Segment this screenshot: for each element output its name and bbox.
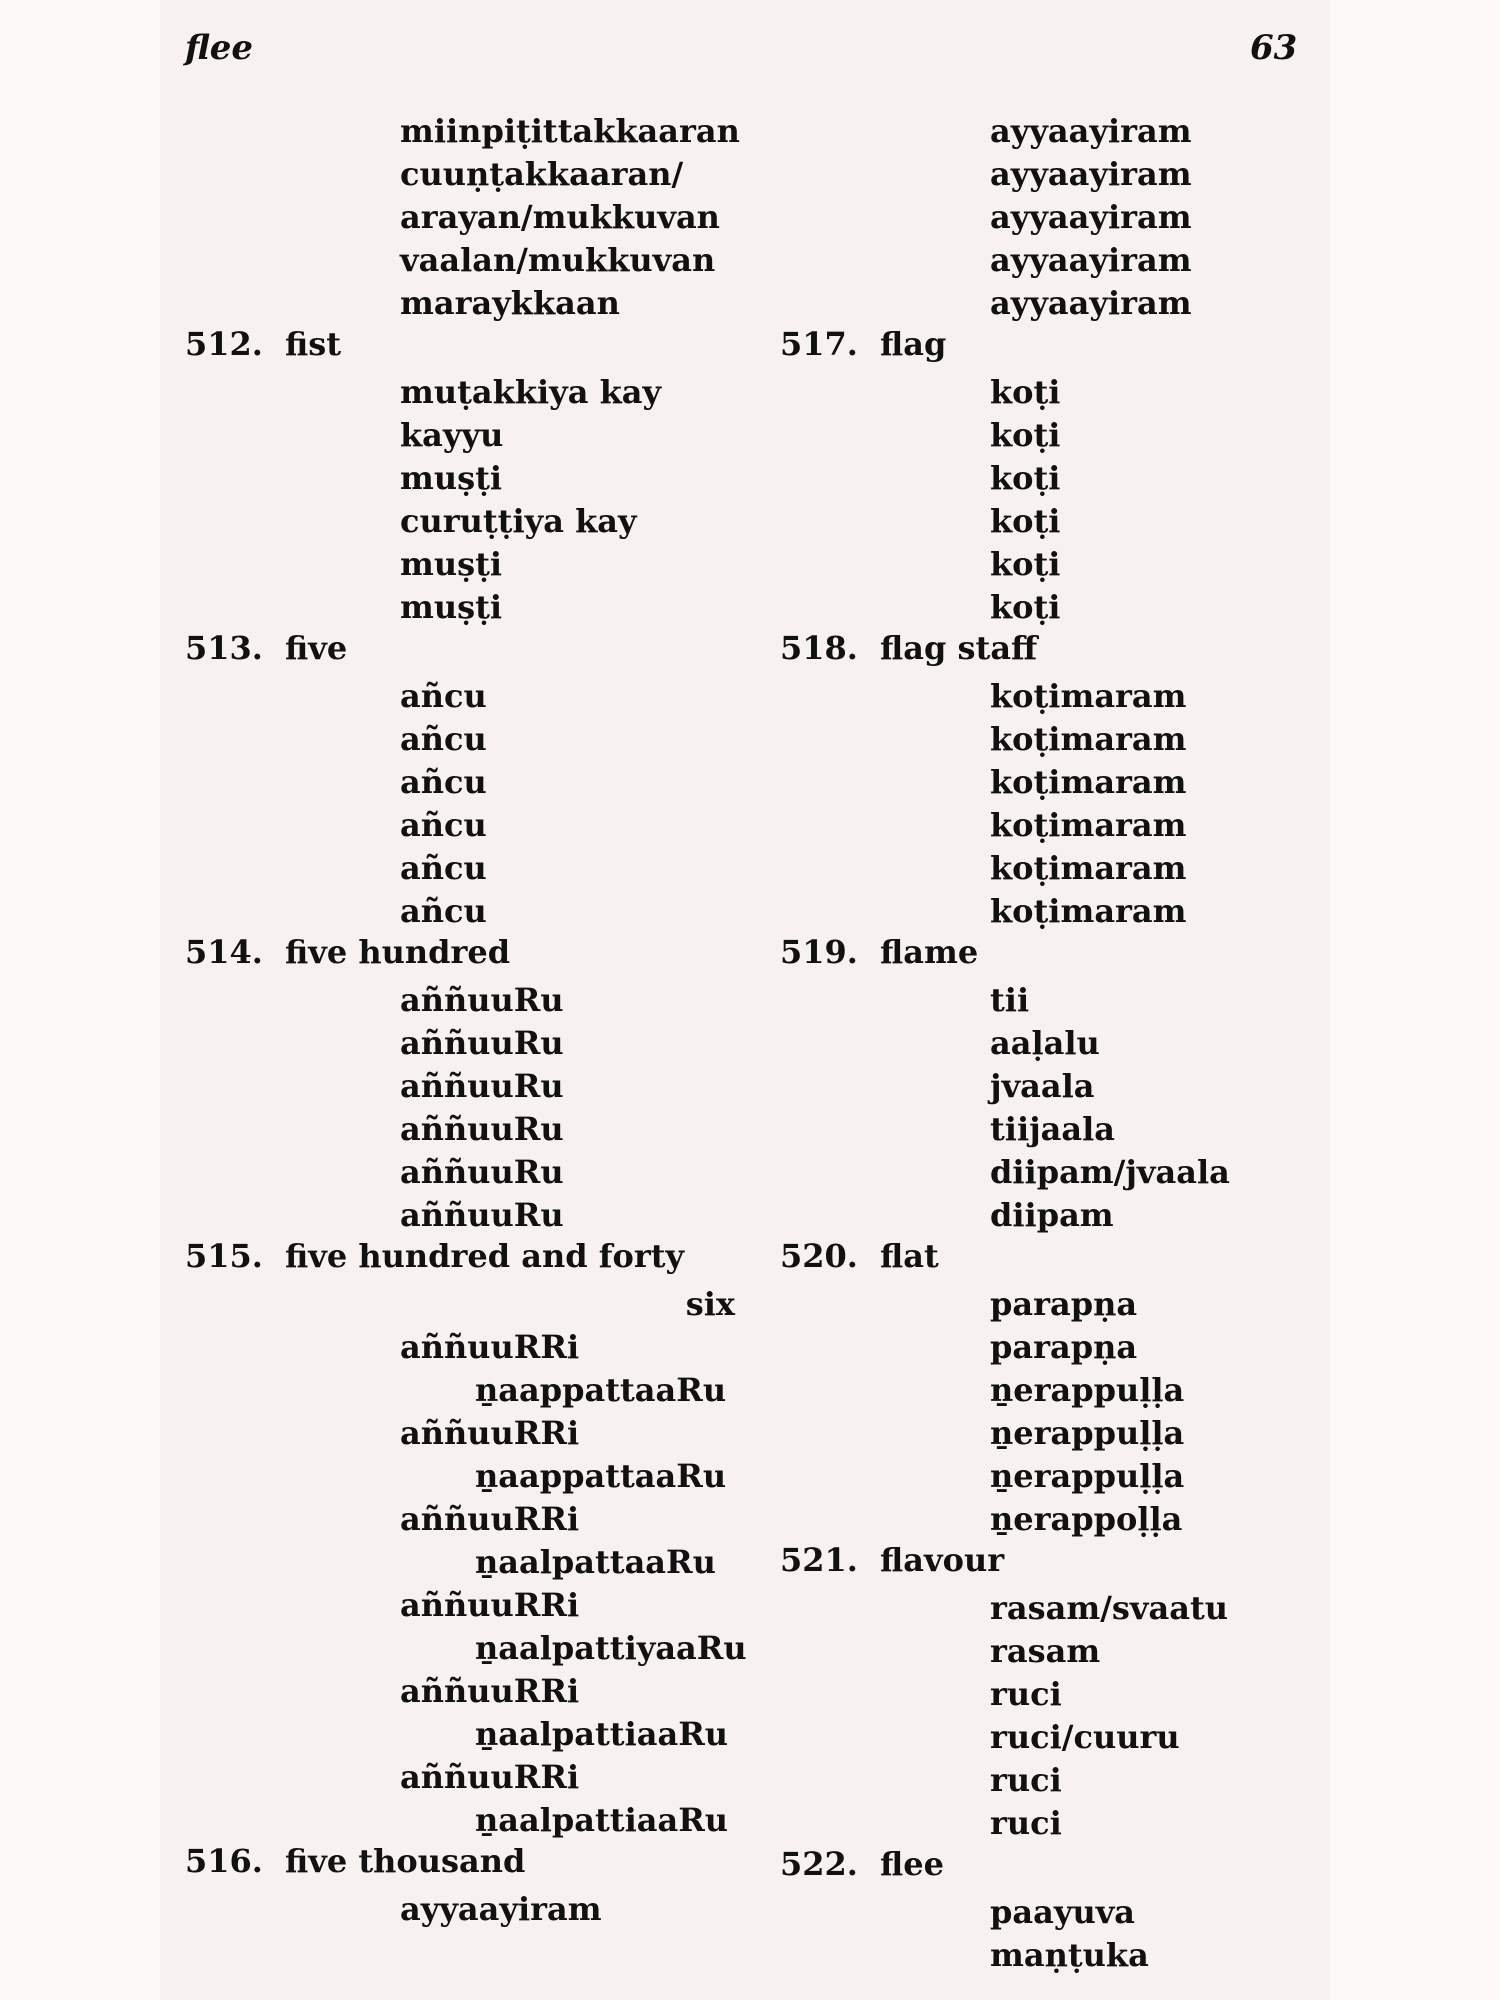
- headword: five hundred and forty: [285, 1237, 685, 1275]
- translation-form: arayan/mukkuvan: [400, 198, 720, 236]
- running-head: flee: [185, 28, 253, 68]
- translation-form: aññuuRu: [400, 981, 564, 1019]
- dictionary-entry: [780, 1237, 1340, 1541]
- translation-form: ṉaalpattiaaRu: [475, 1801, 729, 1839]
- entry-number: 513.: [185, 629, 263, 667]
- translation-list: [780, 675, 1340, 933]
- dictionary-entry: [185, 1842, 745, 1931]
- dictionary-entry: [780, 1541, 1340, 1845]
- dictionary-entry: [185, 629, 745, 933]
- translation-form: curuṭṭiya kay: [400, 502, 637, 540]
- translation-form: ṉerappuḷḷa: [990, 1371, 1185, 1409]
- translation-list: [780, 371, 1340, 629]
- translation-form: rasam/svaatu: [990, 1589, 1229, 1627]
- translation-form: tiijaala: [990, 1110, 1116, 1148]
- entry-head: [780, 1237, 1340, 1283]
- continued-forms: [780, 110, 1340, 325]
- headword: five thousand: [285, 1842, 526, 1880]
- translation-form: ṉerappuḷḷa: [990, 1414, 1185, 1452]
- translation-form: ṉaalpattaaRu: [475, 1543, 716, 1581]
- dictionary-entry: [780, 1845, 1340, 1977]
- right-margin: [1330, 0, 1500, 2000]
- headword: flee: [880, 1845, 944, 1883]
- left-column: [185, 110, 745, 1931]
- translation-form: diipam/jvaala: [990, 1153, 1230, 1191]
- translation-form: añcu: [400, 720, 487, 758]
- entry-head: [185, 325, 745, 371]
- translation-form: aaḷalu: [990, 1024, 1100, 1062]
- translation-form: vaalan/mukkuvan: [400, 241, 716, 279]
- dictionary-entry: [780, 629, 1340, 933]
- headword: flame: [880, 933, 979, 971]
- translation-form: koṭimaram: [990, 806, 1187, 844]
- translation-form: koṭi: [990, 459, 1061, 497]
- translation-form: ayyaayiram: [990, 198, 1192, 236]
- translation-form: koṭimaram: [990, 849, 1187, 887]
- translation-form: añcu: [400, 806, 487, 844]
- continued-forms: [185, 110, 745, 325]
- translation-list: [780, 979, 1340, 1237]
- translation-form: aññuuRRi: [400, 1328, 580, 1366]
- dictionary-entry: [780, 325, 1340, 629]
- translation-form: aññuuRu: [400, 1196, 564, 1234]
- dictionary-entry: [780, 933, 1340, 1237]
- translation-form: aññuuRRi: [400, 1500, 580, 1538]
- translation-form: koṭi: [990, 588, 1061, 626]
- translation-form: aññuuRRi: [400, 1672, 580, 1710]
- entry-head: [780, 1541, 1340, 1587]
- translation-form: ayyaayiram: [990, 112, 1192, 150]
- translation-form: kayyu: [400, 416, 504, 454]
- entry-number: 517.: [780, 325, 858, 363]
- translation-form: ruci: [990, 1761, 1062, 1799]
- translation-form: aññuuRu: [400, 1024, 564, 1062]
- translation-form: ṉerappuḷḷa: [990, 1457, 1185, 1495]
- headword: flavour: [880, 1541, 1005, 1579]
- translation-form: ṉaalpattiyaaRu: [475, 1629, 747, 1667]
- translation-form: aññuuRRi: [400, 1586, 580, 1624]
- entry-head: [185, 629, 745, 675]
- translation-form: ṉaappattaaRu: [475, 1371, 727, 1409]
- translation-form: aññuuRRi: [400, 1758, 580, 1796]
- entry-number: 521.: [780, 1541, 858, 1579]
- headword: fist: [285, 325, 342, 363]
- translation-form: ṉerappoḷḷa: [990, 1500, 1183, 1538]
- entry-number: 518.: [780, 629, 858, 667]
- headword: flag staff: [880, 629, 1038, 667]
- translation-list: [780, 1891, 1340, 1977]
- dictionary-entry: [185, 1237, 745, 1842]
- entry-head: [780, 1845, 1340, 1891]
- translation-list: [185, 371, 745, 629]
- translation-form: koṭi: [990, 416, 1061, 454]
- translation-form: koṭimaram: [990, 892, 1187, 930]
- translation-list: [185, 1888, 745, 1931]
- translation-form: koṭi: [990, 545, 1061, 583]
- translation-form: añcu: [400, 763, 487, 801]
- translation-form: aññuuRu: [400, 1110, 564, 1148]
- translation-form: muṣṭi: [400, 588, 503, 626]
- headword: five: [285, 629, 348, 667]
- translation-form: ruci: [990, 1804, 1062, 1842]
- translation-form: miinpiṭittakkaaran: [400, 112, 740, 150]
- entry-head: [185, 1842, 745, 1888]
- translation-form: parapṇa: [990, 1285, 1138, 1323]
- entry-head: [185, 933, 745, 979]
- entry-number: 515.: [185, 1237, 263, 1275]
- translation-form: ayyaayiram: [990, 155, 1192, 193]
- headword-continuation: six: [685, 1285, 735, 1323]
- translation-form: ṉaalpattiaaRu: [475, 1715, 729, 1753]
- translation-list: [780, 1587, 1340, 1845]
- translation-form: ruci: [990, 1675, 1062, 1713]
- translation-list: [185, 675, 745, 933]
- entry-number: 516.: [185, 1842, 263, 1880]
- headword: flat: [880, 1237, 939, 1275]
- entry-number: 514.: [185, 933, 263, 971]
- translation-form: koṭimaram: [990, 763, 1187, 801]
- dictionary-entry: [185, 325, 745, 629]
- translation-form: rasam: [990, 1632, 1101, 1670]
- translation-form: jvaala: [990, 1067, 1095, 1105]
- dictionary-entry: [185, 933, 745, 1237]
- entry-head: [780, 933, 1340, 979]
- headword: flag: [880, 325, 947, 363]
- entry-number: 520.: [780, 1237, 858, 1275]
- translation-form: muṣṭi: [400, 545, 503, 583]
- translation-form: parapṇa: [990, 1328, 1138, 1366]
- translation-list: [185, 1283, 745, 1842]
- left-margin: [0, 0, 160, 2000]
- right-column: [780, 110, 1340, 1977]
- translation-form: koṭi: [990, 502, 1061, 540]
- translation-form: ayyaayiram: [990, 241, 1192, 279]
- headword: five hundred: [285, 933, 511, 971]
- translation-form: koṭimaram: [990, 677, 1187, 715]
- translation-form: aññuuRu: [400, 1067, 564, 1105]
- entry-head: [780, 325, 1340, 371]
- translation-form: diipam: [990, 1196, 1114, 1234]
- translation-form: cuuṇṭakkaaran/: [400, 155, 684, 193]
- translation-form: tii: [990, 981, 1030, 1019]
- translation-form: koṭimaram: [990, 720, 1187, 758]
- translation-form: añcu: [400, 677, 487, 715]
- translation-form: ayyaayiram: [990, 284, 1192, 322]
- page-number: 63: [1250, 28, 1298, 68]
- translation-form: añcu: [400, 849, 487, 887]
- entry-head: [780, 629, 1340, 675]
- translation-form: ruci/cuuru: [990, 1718, 1180, 1756]
- translation-form: maraykkaan: [400, 284, 620, 322]
- translation-form: koṭi: [990, 373, 1061, 411]
- translation-form: añcu: [400, 892, 487, 930]
- entry-number: 512.: [185, 325, 263, 363]
- translation-form: paayuva: [990, 1893, 1136, 1931]
- translation-form: aññuuRu: [400, 1153, 564, 1191]
- translation-form: muṣṭi: [400, 459, 503, 497]
- translation-form: muṭakkiya kay: [400, 373, 662, 411]
- entry-number: 519.: [780, 933, 858, 971]
- translation-form: ṉaappattaaRu: [475, 1457, 727, 1495]
- entry-head: [185, 1237, 745, 1283]
- entry-number: 522.: [780, 1845, 858, 1883]
- translation-list: [185, 979, 745, 1237]
- translation-form: maṇṭuka: [990, 1936, 1149, 1974]
- translation-form: aññuuRRi: [400, 1414, 580, 1452]
- translation-form: ayyaayiram: [400, 1890, 602, 1928]
- translation-list: [780, 1283, 1340, 1541]
